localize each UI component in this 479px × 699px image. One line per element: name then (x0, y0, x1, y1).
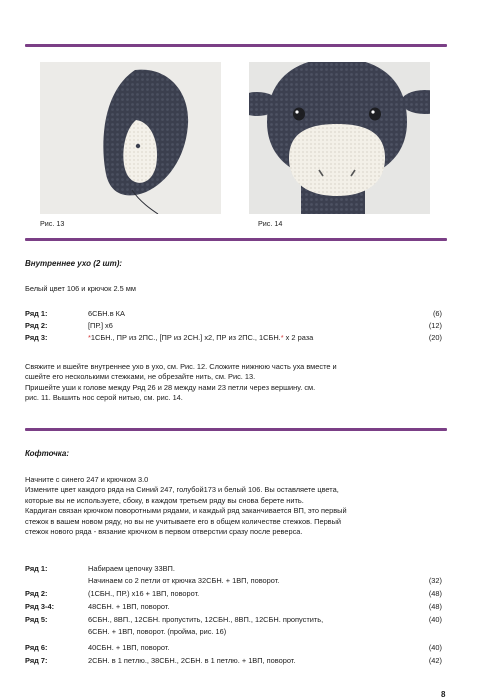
sweater-row-6 (25, 643, 442, 653)
row-count: (20) (428, 333, 442, 342)
paragraph-line: стежок нового ряда - вязание крючком в первом отверстии сразу после реверса. (25, 527, 303, 537)
paragraph-line: сшейте его несколькими стежками, не обрезайте нить, см. Рис. 13. (25, 372, 256, 382)
sweater-row-3-4 (25, 602, 442, 612)
row-text: 6СБН.в КА (88, 309, 125, 318)
crochet-donkey-image (249, 62, 430, 214)
sweater-row-7 (25, 656, 442, 666)
row-text: [ПР.] х6 (88, 321, 113, 330)
row-label: Ряд 7: (25, 656, 48, 665)
sweater-title: Кофточка: (25, 449, 70, 458)
row-label: Ряд 1: (25, 564, 48, 573)
paragraph-line: которые вы не используете, сбоку, в каждом третьем ряду вы снова берете нить. (25, 495, 304, 505)
top-divider (25, 44, 447, 47)
sweater-intro (25, 475, 450, 537)
row-count: (48) (428, 589, 442, 598)
figure-13-photo (40, 62, 221, 214)
sweater-row-5-cont (25, 627, 442, 637)
row-label: Ряд 6: (25, 643, 48, 652)
figure-14-caption: Рис. 14 (258, 219, 283, 228)
sweater-row-2 (25, 589, 442, 599)
sweater-row-5 (25, 615, 442, 625)
row-count: (40) (428, 615, 442, 624)
row-count: (32) (428, 576, 442, 585)
row-label: Ряд 1: (25, 309, 48, 318)
repeat-star-start: * (88, 333, 91, 342)
sweater-row-1-cont (25, 576, 442, 586)
row-text: (1СБН., ПР.) х16 + 1ВП, поворот. (88, 589, 200, 598)
paragraph-line: Измените цвет каждого ряда на Синий 247, голубой173 и белый 106. Вы оставляете цвета, (25, 485, 339, 495)
row-text-main: 1СБН., ПР из 2ПС., [ПР из 2СН.] х2, ПР из 2ПС., 1СБН. (90, 333, 281, 342)
section-divider-2 (25, 428, 447, 431)
paragraph-line: Начните с синего 247 и крючком 3.0 (25, 475, 149, 484)
sweater-row-1 (25, 564, 442, 574)
inner-ear-materials: Белый цвет 106 и крючок 2.5 мм (25, 284, 136, 293)
paragraph-line: Пришейте уши к голове между Ряд 26 и 28 между нами 23 петли через вершину. см. (25, 382, 316, 392)
row-text: 6СБН. + 1ВП, поворот. (пройма, рис. 16) (88, 627, 227, 636)
paragraph-line: рис. 11. Вышить нос серой нитью, см. рис. 14. (25, 393, 183, 403)
figure-13-caption: Рис. 13 (40, 219, 65, 228)
row-text-repeat: х 2 раза (283, 333, 314, 342)
row-count: (48) (428, 602, 442, 611)
inner-ear-row-3 (25, 333, 442, 343)
row-count: (6) (432, 309, 442, 318)
row-count: (12) (428, 321, 442, 330)
paragraph-line: Свяжите и вшейте внутреннее ухо в ухо, см. Рис. 12. Сложите нижнюю часть уха вместе и (25, 362, 337, 371)
paragraph-line: стежок в вашем новом ряду, но вы не учитываете его в общем количестве стежков. Первый (25, 516, 342, 526)
row-text: 6СБН., 8ВП., 12СБН. пропустить, 12СБН., 8ВП., 12СБН. пропустить, (88, 615, 324, 624)
row-text: Начинаем со 2 петли от крючка 32СБН. + 1ВП, поворот. (88, 576, 280, 585)
row-text: 40СБН. + 1ВП, поворот. (88, 643, 170, 652)
inner-ear-row-1 (25, 309, 442, 319)
row-count: (40) (428, 643, 442, 652)
row-label: Ряд 3: (25, 333, 48, 342)
inner-ear-instructions (25, 362, 450, 404)
figure-14-photo (249, 62, 430, 214)
row-text (88, 333, 313, 342)
row-label: Ряд 2: (25, 321, 48, 330)
crochet-ear-image (40, 62, 221, 214)
section-divider-1 (25, 238, 447, 241)
row-text: 2СБН. в 1 петлю., 38СБН., 2СБН. в 1 петлю. + 1ВП, поворот. (88, 656, 296, 665)
inner-ear-row-2 (25, 321, 442, 331)
inner-ear-title: Внутреннее ухо (2 шт): (25, 259, 123, 268)
repeat-star-end: * (280, 333, 284, 342)
row-count: (42) (428, 656, 442, 665)
page-number: 8 (441, 690, 446, 699)
row-text: Набираем цепочку 33ВП. (88, 564, 175, 573)
row-label: Ряд 2: (25, 589, 48, 598)
row-text: 48СБН. + 1ВП, поворот. (88, 602, 170, 611)
paragraph-line: Кардиган связан крючком поворотными рядами, и каждый ряд заканчивается ВП, это первый (25, 506, 347, 516)
row-label: Ряд 5: (25, 615, 48, 624)
row-label: Ряд 3-4: (25, 602, 55, 611)
